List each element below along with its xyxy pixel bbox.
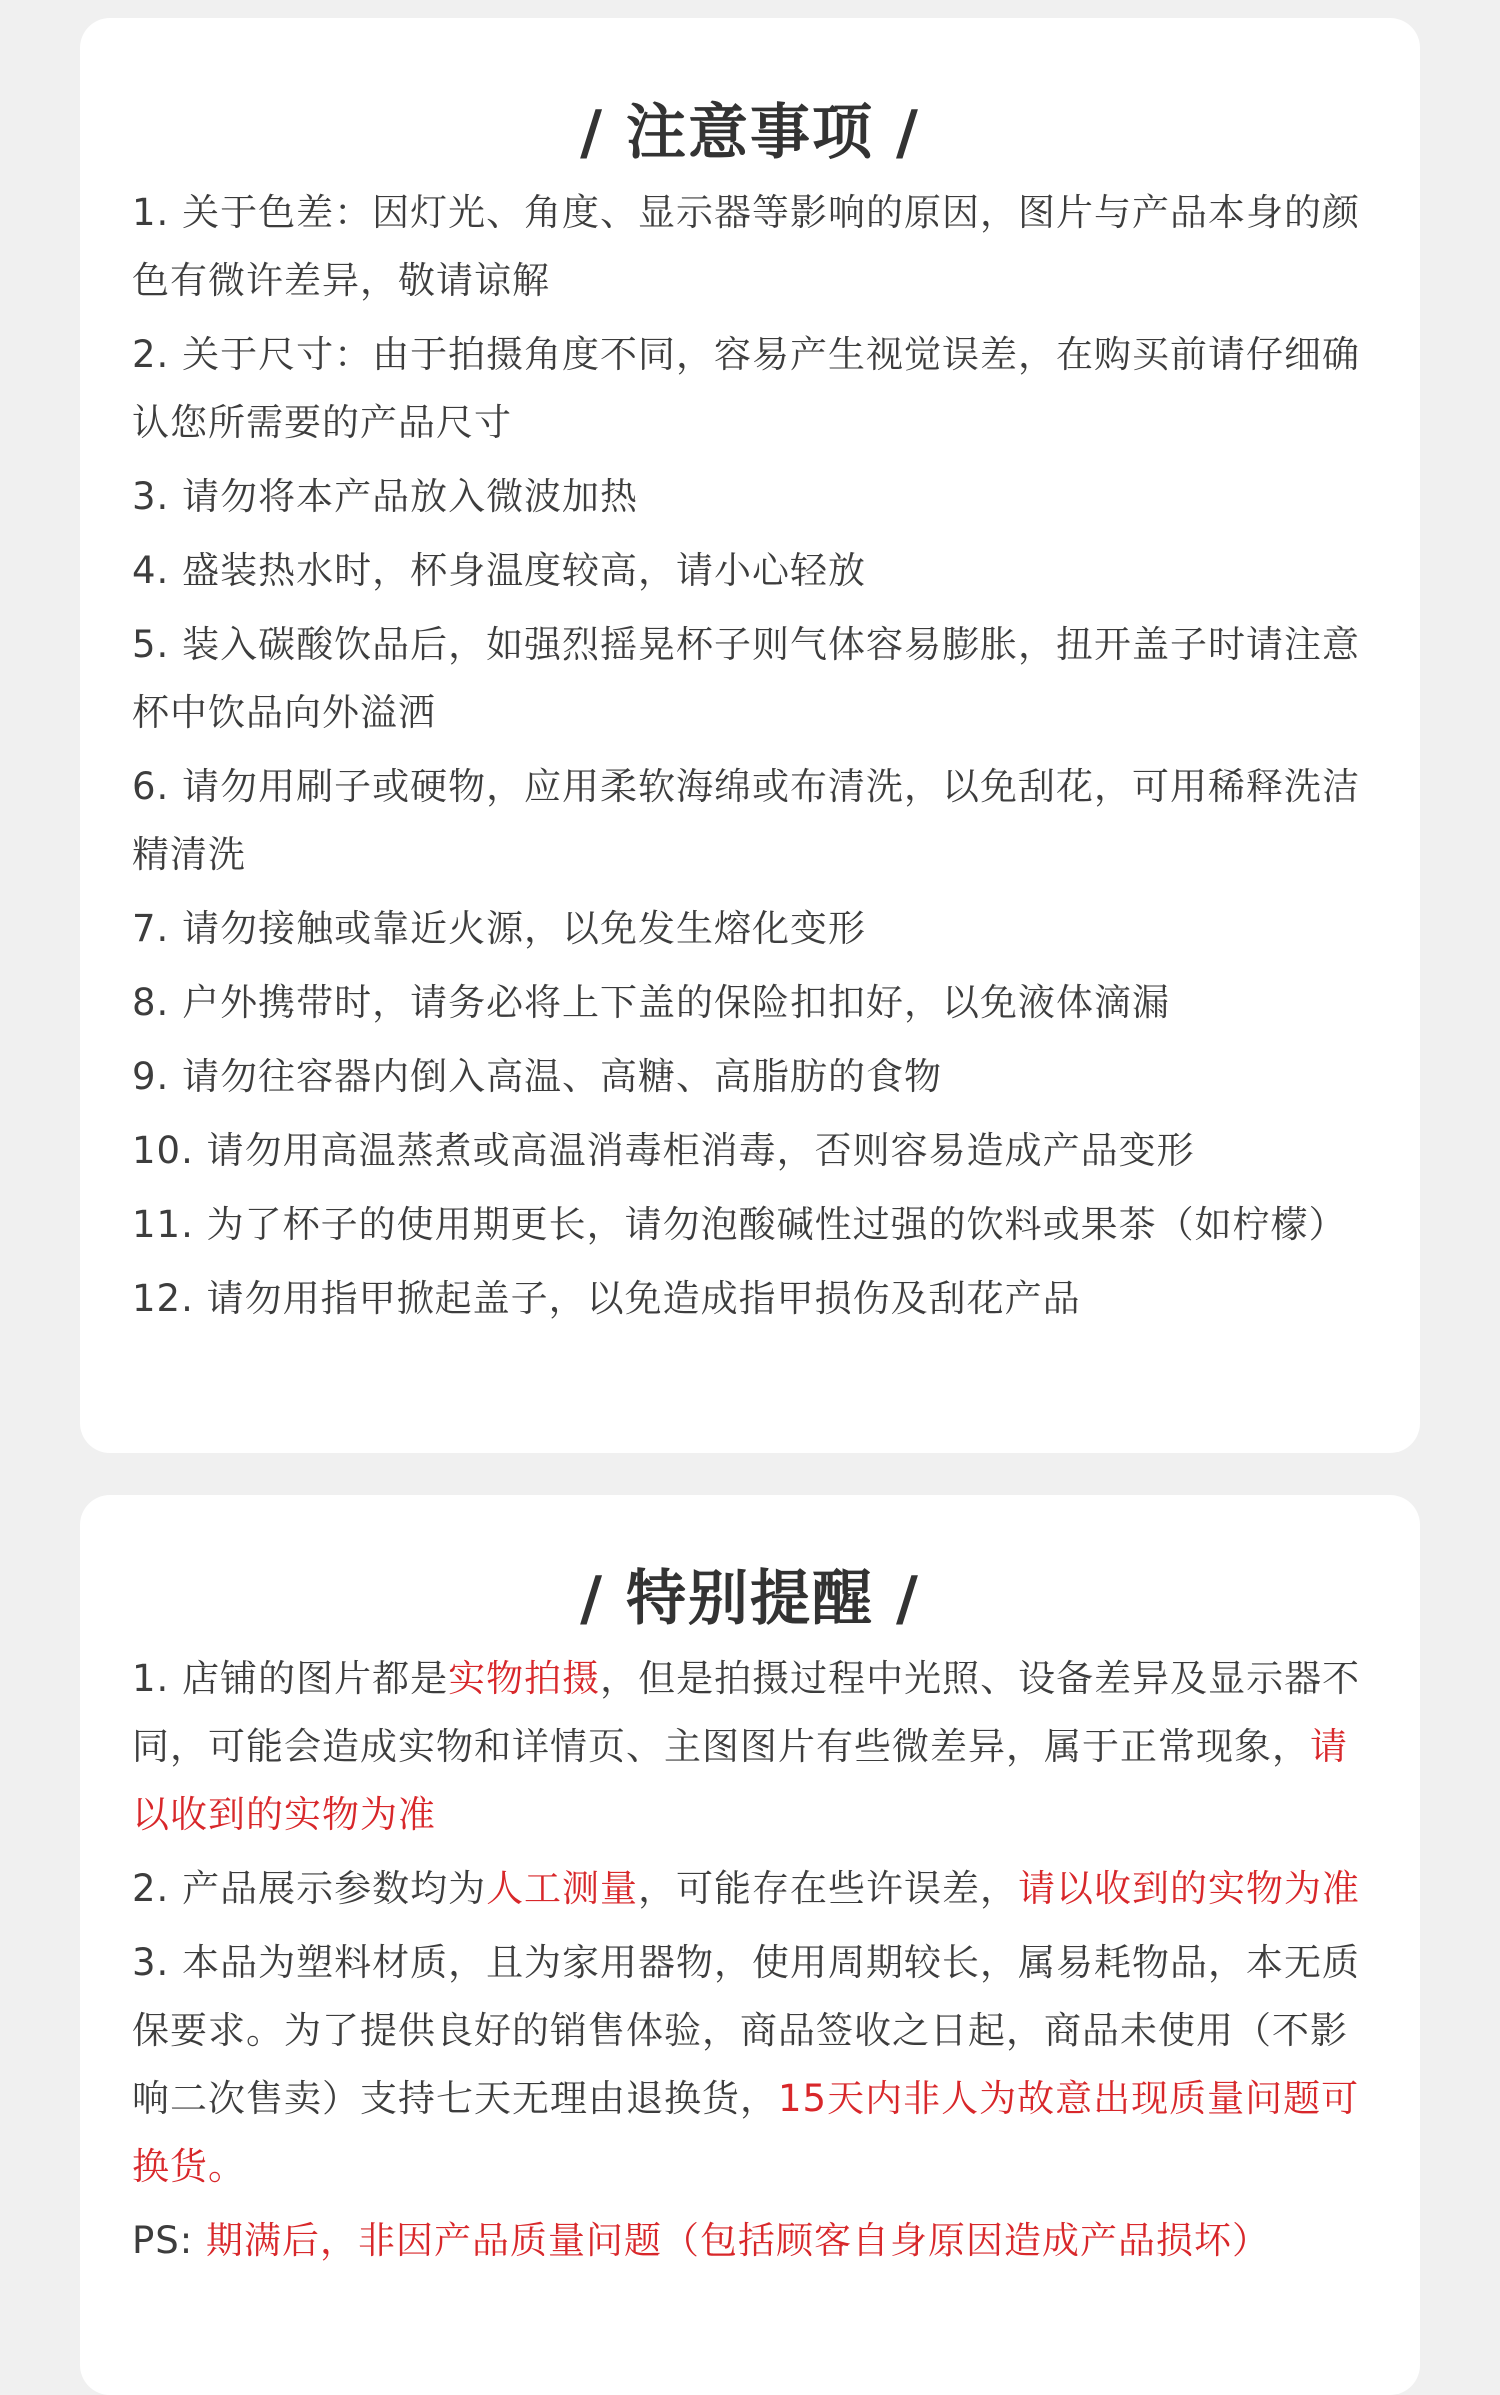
notes-item-11: 11. 为了杯子的使用期更长，请勿泡酸碱性过强的饮料或果茶（如柠檬） [132,1203,1347,1246]
reminder-item-2-text-a: 2. 产品展示参数均为 [132,1867,487,1910]
reminder-ps-highlight: 期满后，非因产品质量问题（包括顾客自身原因造成产品损坏） [206,2219,1271,2262]
notes-item-12: 12. 请勿用指甲掀起盖子，以免造成指甲损伤及刮花产品 [132,1277,1081,1320]
notes-item-1: 1. 关于色差：因灯光、角度、显示器等影响的原因，图片与产品本身的颜色有微许差异，敬请谅解 [132,191,1361,302]
reminder-ps [132,2207,1368,2275]
reminder-item-2 [132,1855,1368,1923]
reminder-item-1-text-b: ，但是拍摄过程中光照、设备差异及显示器不同，可能会造成实物和详情页、主图图片有些微差异，属于正常现象， [132,1657,1361,1768]
notes-item-10: 10. 请勿用高温蒸煮或高温消毒柜消毒，否则容易造成产品变形 [132,1129,1195,1172]
reminder-item-2-highlight-b: 请以收到的实物为准 [1018,1867,1361,1910]
notes-item-8: 8. 户外携带时，请务必将上下盖的保险扣扣好，以免液体滴漏 [132,981,1171,1024]
notes-title-text: 注意事项 [626,98,874,168]
notes-item-5: 5. 装入碳酸饮品后，如强烈摇晃杯子则气体容易膨胀，扭开盖子时请注意杯中饮品向外溢洒 [132,623,1361,734]
reminder-item-2-text-b: ，可能存在些许误差， [638,1867,1019,1910]
reminder-ps-label: PS: [132,2219,207,2262]
notes-item-9: 9. 请勿往容器内倒入高温、高糖、高脂肪的食物 [132,1055,943,1098]
title-slash-left: / [580,98,604,168]
reminder-item-1-highlight-a: 实物拍摄 [448,1657,601,1700]
reminder-title [132,1559,1368,1639]
reminder-card [80,1495,1420,2395]
reminder-item-2-highlight-a: 人工测量 [486,1867,639,1910]
notes-item-3: 3. 请勿将本产品放入微波加热 [132,475,639,518]
notes-item-2: 2. 关于尺寸：由于拍摄角度不同，容易产生视觉误差，在购买前请仔细确认您所需要的产品尺寸 [132,333,1361,444]
notes-card [80,18,1420,1453]
reminder-item-3-highlight: 15天内非人为故意出现质量问题可换货。 [132,2077,1360,2188]
reminder-item-3-text-a: 3. 本品为塑料材质，且为家用器物，使用周期较长，属易耗物品，本无质保要求。为了提供良好的销售体验，商品签收之日起，商品未使用（不影响二次售卖）支持七天无理由退换货， [132,1941,1361,2120]
reminder-item-1-highlight-b: 请以收到的实物为准 [132,1725,1348,1836]
notes-item-7: 7. 请勿接触或靠近火源，以免发生熔化变形 [132,907,867,950]
notes-item-6: 6. 请勿用刷子或硬物，应用柔软海绵或布清洗，以免刮花，可用稀释洗洁精清洗 [132,765,1361,876]
reminder-item-1-text-a: 1. 店铺的图片都是 [132,1657,449,1700]
reminder-title-text: 特别提醒 [626,1564,874,1634]
title-slash-left: / [580,1564,604,1634]
title-slash-right: / [896,1564,920,1634]
notes-title [132,93,1368,173]
reminder-item-1 [132,1645,1368,1849]
title-slash-right: / [896,98,920,168]
reminder-item-3 [132,1929,1368,2201]
notes-item-4: 4. 盛装热水时，杯身温度较高，请小心轻放 [132,549,867,592]
